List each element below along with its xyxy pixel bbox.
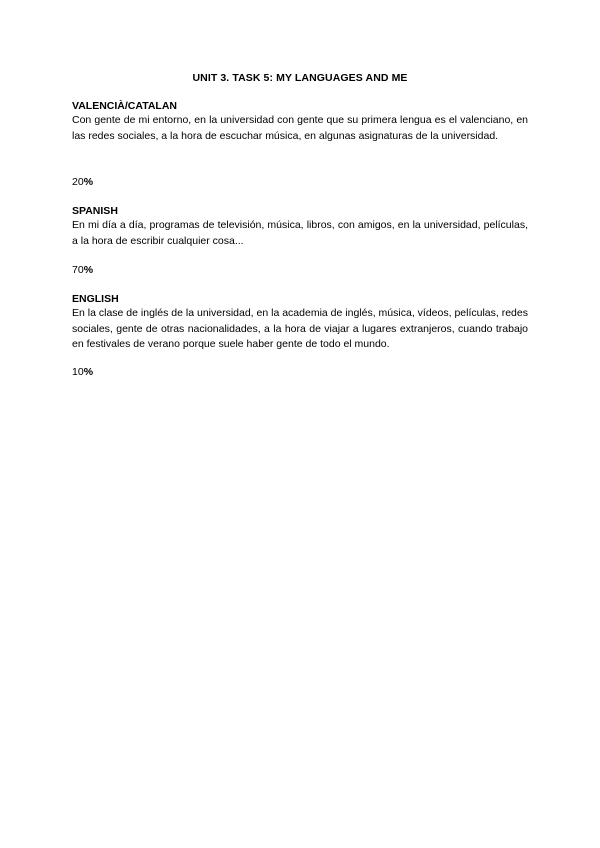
section-text: En mi día a día, programas de televisión, música, libros, con amigos, en la universidad, películas, a la hora de escribir cualquier cosa... (72, 219, 528, 247)
page-title: UNIT 3. TASK 5: MY LANGUAGES AND ME (192, 72, 408, 84)
percent-value: 10 (72, 366, 84, 378)
section-valencian (72, 99, 528, 144)
percentage-spanish (72, 263, 93, 277)
percent-value: 70 (72, 264, 84, 276)
section-heading: VALENCIÀ/CATALAN (72, 100, 177, 112)
section-spanish (72, 204, 528, 249)
percent-symbol: % (83, 264, 94, 276)
section-text: En la clase de inglés de la universidad, en la academia de inglés, música, vídeos, películas, redes sociales, gente de otras nacionalidades, a la hora de viajar a lugares extranjeros, cuando trabajo en festivales de verano porque suele haber gente de todo el mundo. (72, 307, 528, 350)
percentage-valencian (72, 175, 93, 189)
section-heading: SPANISH (72, 205, 118, 217)
percent-symbol: % (83, 176, 94, 188)
percentage-english (72, 365, 93, 379)
percent-value: 20 (72, 176, 84, 188)
percent-symbol: % (83, 366, 94, 378)
section-english (72, 292, 528, 353)
section-heading: ENGLISH (72, 293, 119, 305)
section-text: Con gente de mi entorno, en la universidad con gente que su primera lengua es el valenciano, en las redes sociales, a la hora de escuchar música, en algunas asignaturas de la universidad. (72, 114, 528, 142)
